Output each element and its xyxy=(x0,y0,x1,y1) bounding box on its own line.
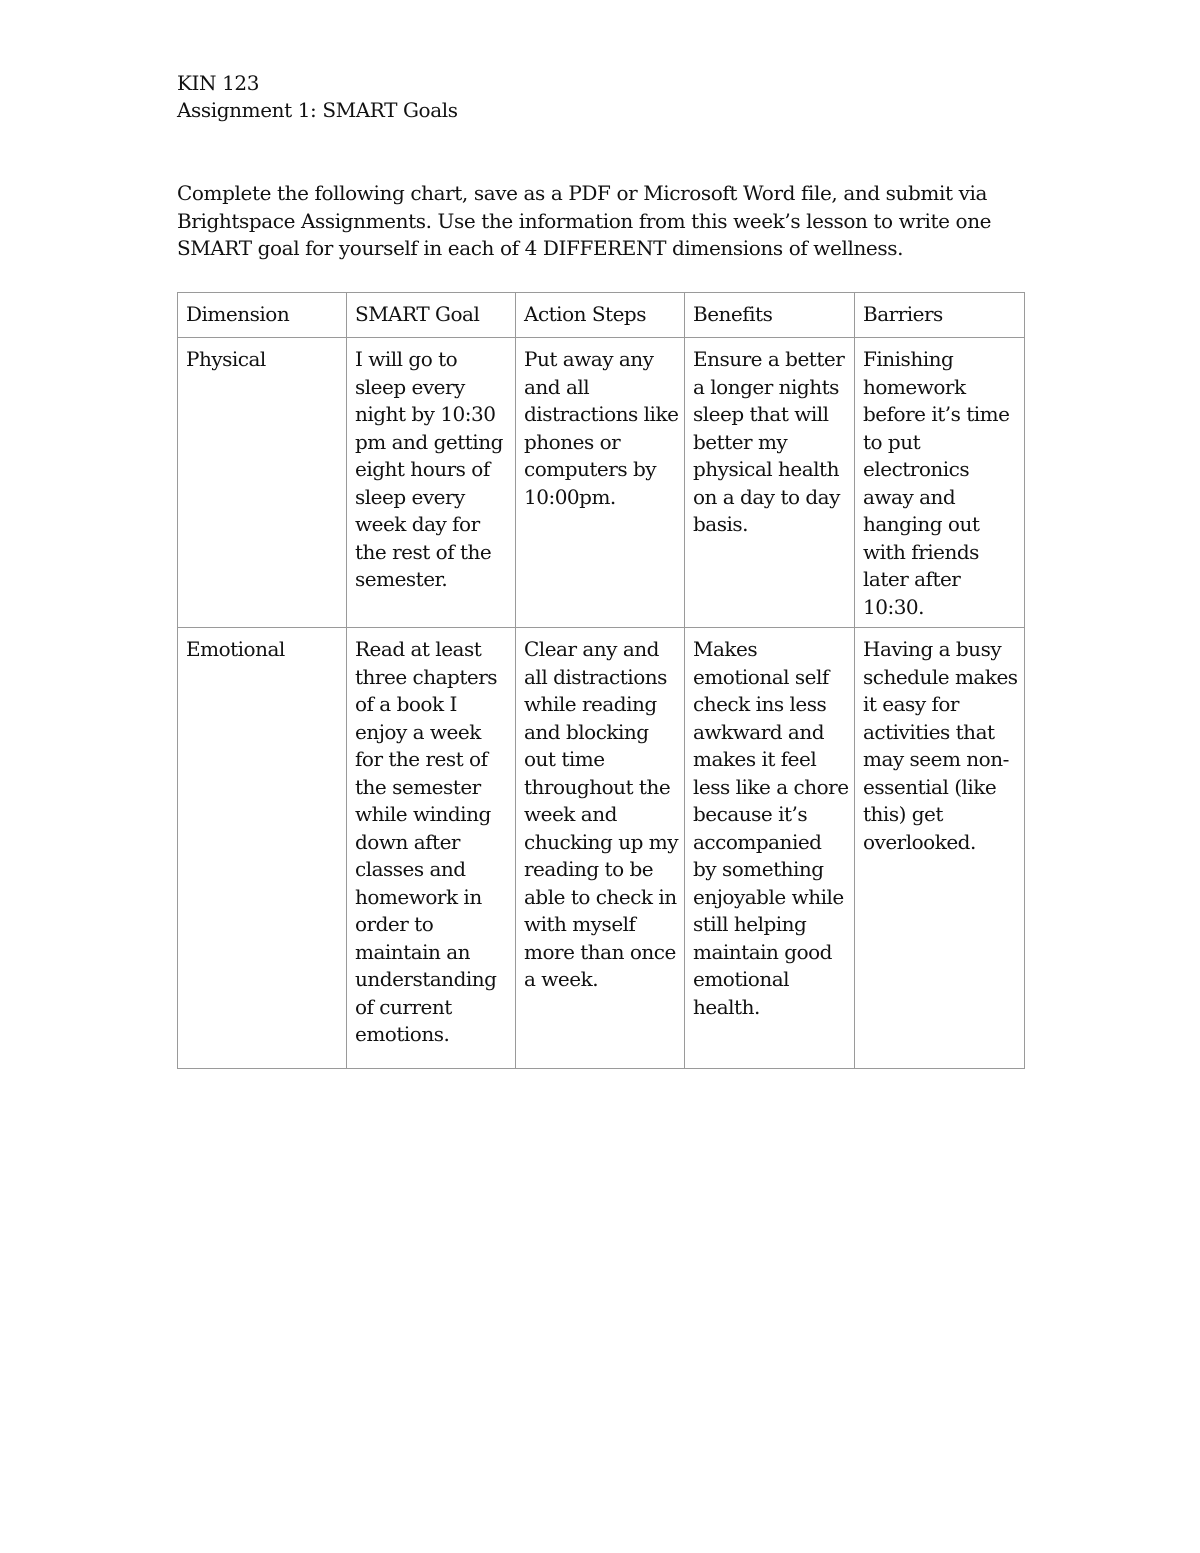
cell-benefits: Ensure a better a longer nights sleep that will better my physical health on a day to day basis. xyxy=(685,338,855,628)
header-benefits: Benefits xyxy=(685,293,855,338)
cell-dimension: Physical xyxy=(178,338,347,628)
document-page xyxy=(177,70,1023,1046)
header-barriers: Barriers xyxy=(855,293,1025,338)
smart-goals-table xyxy=(177,292,1025,1069)
cell-smart-goal: Read at least three chapters of a book I enjoy a week for the rest of the semester while winding down after classes and homework in order to maintain an understanding of current emotions. xyxy=(347,628,516,1069)
cell-barriers: Finishing homework before it’s time to put electronics away and hanging out with friends later after 10:30. xyxy=(855,338,1025,628)
instructions-paragraph: Complete the following chart, save as a PDF or Microsoft Word file, and submit via Brightspace Assignments. Use the information from this week’s lesson to write one SMART goal for yourself in each of 4 DIFFERENT dimensions of wellness. xyxy=(177,181,992,260)
cell-benefits: Makes emotional self check ins less awkward and makes it feel less like a chore because it’s accompanied by something enjoyable while still helping maintain good emotional health. xyxy=(685,628,855,1069)
assignment-title: Assignment 1: SMART Goals xyxy=(177,98,458,122)
table-header-row xyxy=(178,293,1025,338)
cell-dimension: Emotional xyxy=(178,628,347,1069)
cell-action-steps: Clear any and all distractions while reading and blocking out time throughout the week and chucking up my reading to be able to check in with myself more than once a week. xyxy=(516,628,685,1069)
table-row xyxy=(178,628,1025,1069)
header-dimension: Dimension xyxy=(178,293,347,338)
header-action-steps: Action Steps xyxy=(516,293,685,338)
cell-smart-goal: I will go to sleep every night by 10:30 pm and getting eight hours of sleep every week day for the rest of the semester. xyxy=(347,338,516,628)
cell-action-steps: Put away any and all distractions like phones or computers by 10:00pm. xyxy=(516,338,685,628)
cell-barriers: Having a busy schedule makes it easy for activities that may seem non-essential (like this) get overlooked. xyxy=(855,628,1025,1069)
course-code: KIN 123 xyxy=(177,71,260,95)
table-row xyxy=(178,338,1025,628)
header-smart-goal: SMART Goal xyxy=(347,293,516,338)
